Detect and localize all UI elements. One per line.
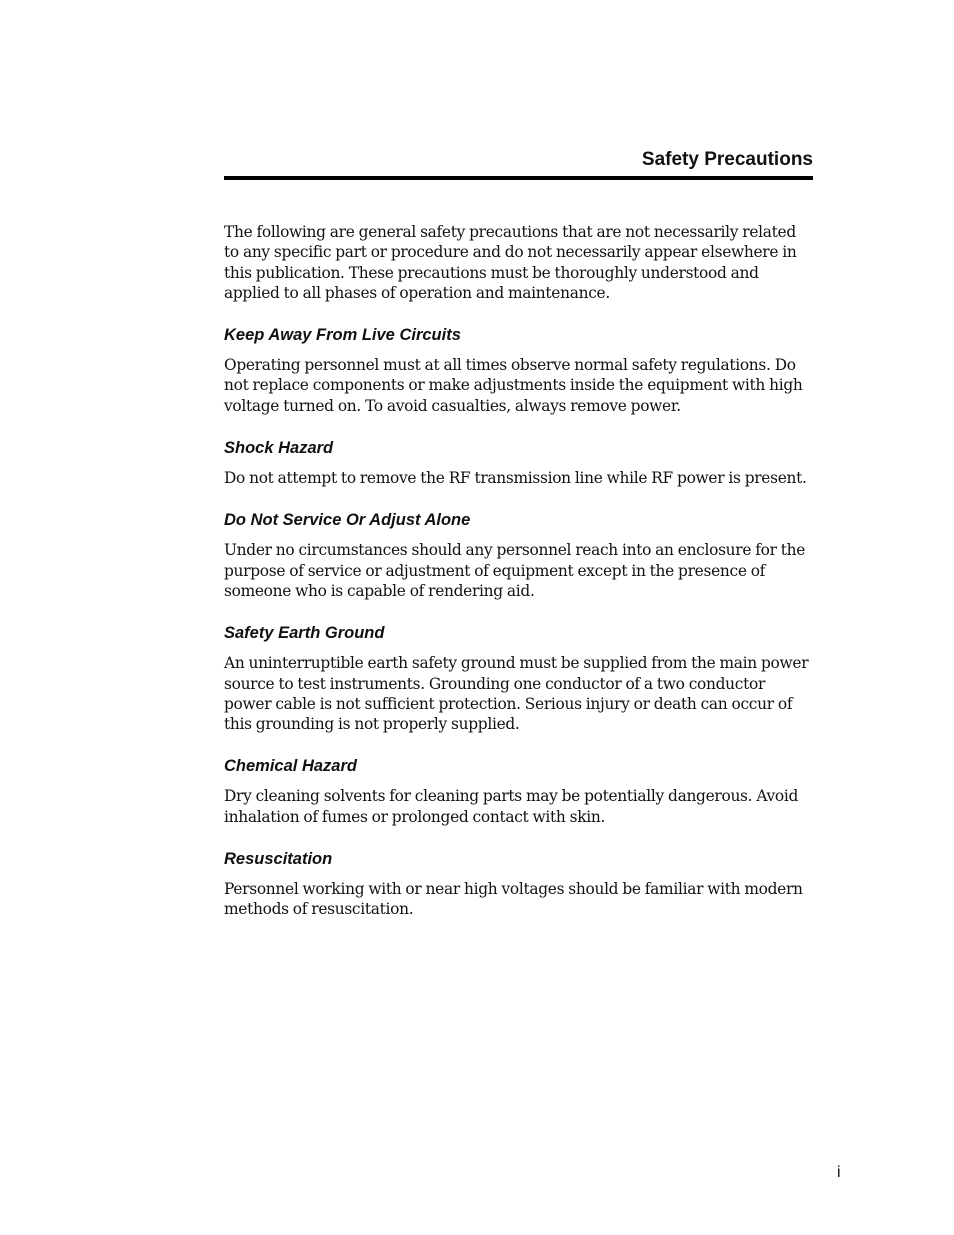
section-heading-shock-hazard: Shock Hazard — [224, 439, 334, 458]
section-text-resuscitation: Personnel working with or near high voltages should be familiar with modern methods of resuscitation. — [224, 880, 803, 919]
section-heading-live-circuits: Keep Away From Live Circuits — [224, 326, 461, 345]
page-number: i — [837, 1164, 841, 1181]
section-text-live-circuits: Operating personnel must at all times observe normal safety regulations. Do not replace components or make adjustments inside the equipment with high voltage turned on. To avoid casualties, always remove power. — [224, 356, 803, 415]
section-heading-resuscitation: Resuscitation — [224, 850, 333, 869]
section-text-service-alone: Under no circumstances should any personnel reach into an enclosure for the purpose of service or adjustment of equipment except in the presence of someone who is capable of rendering aid. — [224, 541, 806, 600]
section-text-earth-ground: An uninterruptible earth safety ground must be supplied from the main power source to test instruments. Grounding one conductor of a two conductor power cable is not sufficient protection. Serious injury or death can occur of this grounding is not properly supplied. — [224, 654, 809, 734]
section-heading-chemical-hazard: Chemical Hazard — [224, 757, 357, 776]
page-title: Safety Precautions — [641, 149, 813, 170]
section-text-chemical-hazard: Dry cleaning solvents for cleaning parts may be potentially dangerous. Avoid inhalation of fumes or prolonged contact with skin. — [224, 787, 799, 826]
section-text-shock-hazard: Do not attempt to remove the RF transmission line while RF power is present. — [224, 469, 807, 488]
section-heading-service-alone: Do Not Service Or Adjust Alone — [224, 511, 471, 530]
title-rule — [224, 176, 813, 180]
intro-paragraph: The following are general safety precautions that are not necessarily related to any specific part or procedure and do not necessarily appear elsewhere in this publication. These precautions must be thoroughly understood and applied to all phases of operation and maintenance. — [224, 223, 797, 302]
section-heading-earth-ground: Safety Earth Ground — [224, 624, 385, 643]
document-body — [224, 222, 814, 920]
